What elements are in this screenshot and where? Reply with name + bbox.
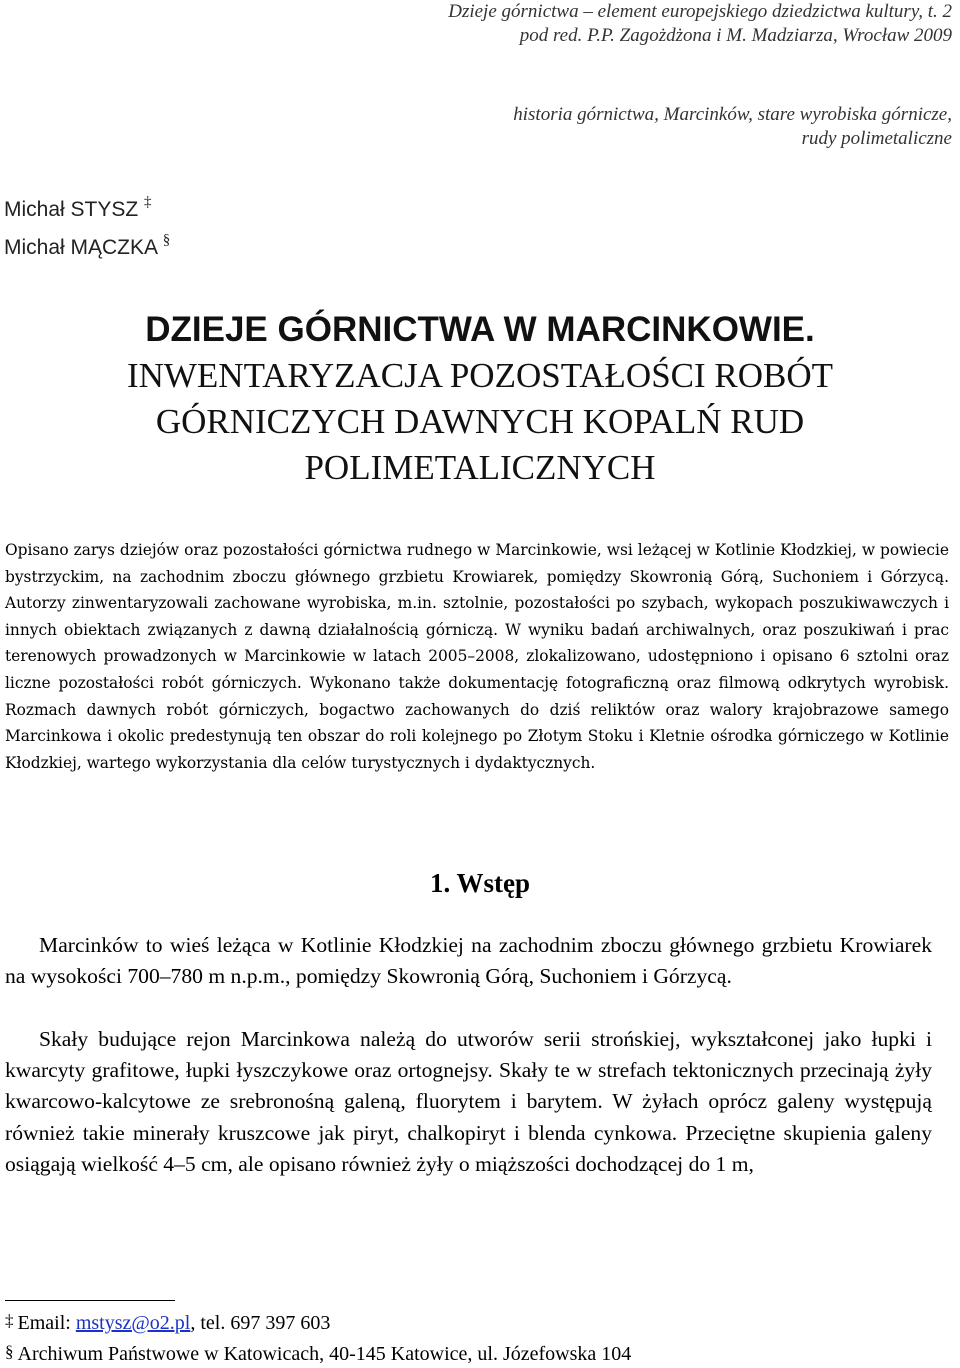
title-line-2: INWENTARYZACJA POZOSTAŁOŚCI ROBÓT [126, 356, 834, 395]
author-1 [4, 188, 170, 226]
author-footnote-mark: ‡ [144, 194, 152, 210]
footnote-mark: § [5, 1342, 14, 1361]
footnote-2 [5, 1341, 631, 1368]
source-citation [332, 0, 952, 48]
footnote-mark: ‡ [5, 1311, 14, 1330]
body-paragraph-1: Marcinków to wieś leżąca w Kotlinie Kłodzkiej na zachodnim zboczu głównego grzbietu Krowiarek na wysokości 700–780 m n.p.m., pomiędzy Skowronią Górą, Suchoniem i Górzycą. [5, 933, 932, 989]
title-line-4: POLIMETALICZNYCH [304, 448, 656, 487]
footnote-phone: , tel. 697 397 603 [190, 1312, 331, 1334]
author-name: Michał MĄCZKA [4, 236, 157, 259]
author-name: Michał STYSZ [4, 198, 139, 221]
keywords [392, 103, 952, 151]
email-link[interactable]: mstysz@o2.pl [75, 1312, 191, 1334]
author-footnote-mark: § [162, 232, 171, 248]
abstract: Opisano zarys dziejów oraz pozostałości górnictwa rudnego w Marcinkowie, wsi leżącej w Kotlinie Kłodzkiej, w powiecie bystrzyckim, na zachodnim zboczu głównego grzbietu Krowiarek, pomiędzy Skowronią Górą, Suchoniem i Górzycą. Autorzy zinwentaryzowali zachowane wyrobiska, m.in. sztolnie, pozostałości po szybach, wykopach poszukiwawczych i innych obiektach związanych z dawną działalnością górniczą. W wyniku badań archiwalnych, oraz poszukiwań i prac terenowych prowadzonych w Marcinkowie w latach 2005–2008, zlokalizowano, udostępniono i opisano 6 sztolni oraz liczne pozostałości robót górniczych. Wykonano także dokumentację fotograficzną oraz filmową odkrytych wyrobisk. Rozmach dawnych robót górniczych, bogactwo zachowanych do dziś reliktów oraz walory krajobrazowe samego Marcinkowa i okolic predestynują ten obszar do roli kolejnego po Złotym Stoku i Kletnie ośrodka górniczego w Kotlinie Kłodzkiej, wartego wykorzystania dla celów turystycznych i dydaktycznych. [5, 541, 949, 772]
body-paragraph-2: Skały budujące rejon Marcinkowa należą do utworów serii strońskiej, wykształconej jako łupki i kwarcyty grafitowe, łupki łyszczykowe oraz ortognejsy. Skały te w strefach tektonicznych przecinają żyły kwarcowo-kalcytowe ze srebronośną galeną, fluorytem i barytem. W żyłach oprócz galeny występują również takie minerały kruszcowe jak piryt, chalkopiryt i blenda cynkowa. Przeciętne skupienia galeny osiągają wielkość 4–5 cm, ale opisano również żyły o miąższości dochodzącej do 1 m, [5, 1027, 932, 1176]
section-heading: 1. Wstęp [429, 868, 530, 898]
author-2 [4, 226, 170, 264]
keywords-line-2: rudy polimetaliczne [801, 128, 952, 149]
source-citation-line-1: Dzieje górnictwa – element europejskiego dziedzictwa kultury, t. 2 [448, 1, 952, 22]
title-line-1: DZIEJE GÓRNICTWA W MARCINKOWIE. [145, 310, 815, 349]
title-line-3: GÓRNICZYCH DAWNYCH KOPALŃ RUD [155, 402, 805, 441]
source-citation-line-2: pod red. P.P. Zagożdżona i M. Madziarza, Wrocław 2009 [519, 25, 952, 46]
paper-title [0, 307, 960, 491]
keywords-line-1: historia górnictwa, Marcinków, stare wyrobiska górnicze, [513, 104, 952, 125]
footnote-separator [5, 1300, 175, 1301]
footnote-email-prefix: Email: [17, 1312, 76, 1334]
footnote-address: Archiwum Państwowe w Katowicach, 40-145 Katowice, ul. Józefowska 104 [17, 1343, 632, 1365]
footnote-1 [5, 1310, 330, 1337]
author-list [4, 188, 170, 264]
